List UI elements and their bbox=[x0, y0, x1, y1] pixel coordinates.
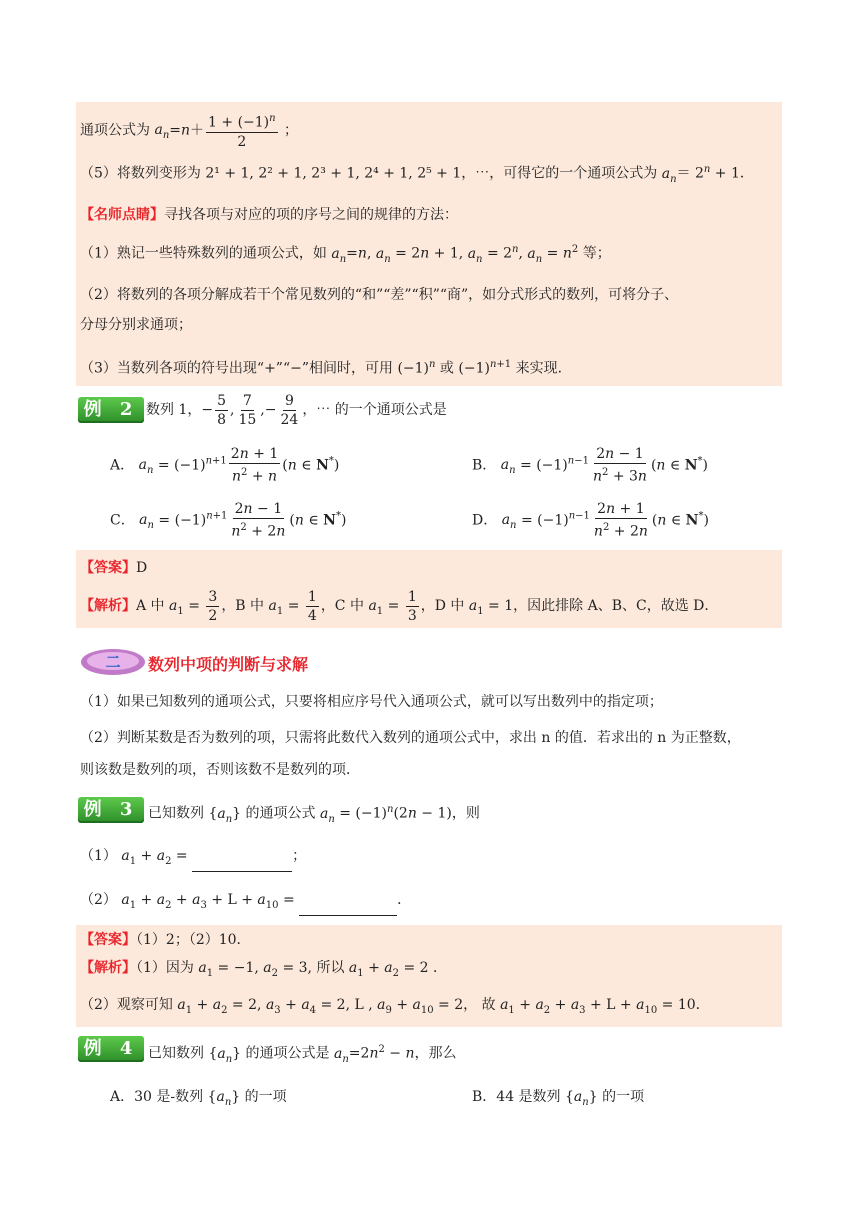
section-paragraph-2a: （2）判断某数是否为数列的项，只需将此数代入数列的通项公式中，求出 n 的值．若求出的 n 为正整数， bbox=[80, 730, 741, 746]
option-a[interactable]: A． $a_n = (-1)^{n+1}$ $\frac{2n + 1}{n^2 + n}$ (n ∈ N*) bbox=[110, 446, 340, 485]
answer-blank-2[interactable] bbox=[299, 899, 397, 916]
example-2-badge: 例 2 bbox=[78, 397, 144, 423]
section-title: 数列中项的判断与求解 bbox=[148, 655, 309, 674]
general-formula-line: 通项公式为 $a_n=n+$ $\frac{1 + (-1)^n}{2}$ ； bbox=[80, 110, 298, 150]
analysis-3-1: 【解析】（1）因为 $a_1 = -1$, $a_2 = 3$, 所以 $a_1 + a_2 = 2$ ． bbox=[80, 960, 448, 979]
question-3-1: （1） $a_1 + a_2$ = ； bbox=[80, 846, 306, 872]
formula-fraction: $\frac{1 + (-1)^n}{2}$ bbox=[206, 110, 278, 151]
answer-3: 【答案】（1）2；（2）10． bbox=[80, 932, 251, 948]
analysis-2: 【解析】A 中 $a_1$ = $\frac{3}{2}$ ，B 中 $a_1$ = $\frac{1}{4}$ ，C 中 $a_1$ = $\frac{1}{3}$ ，D 中 $a_1 = 1$，因此排除 A、B、C，故选 D． bbox=[80, 588, 719, 624]
tip-item-1: （1）熟记一些特殊数列的通项公式，如 $a_n=n$, $a_n = 2n + 1$, $a_n = 2^n$, $a_n = n^2$ 等； bbox=[80, 244, 611, 265]
tip-item-3: （3）当数列各项的符号出现“+”“−”相间时，可用 $(-1)^n$ 或 $(-1)^{n+1}$ 来实现． bbox=[80, 359, 572, 377]
section-paragraph-1: （1）如果已知数列的通项公式，只要将相应序号代入通项公式，就可以写出数列中的指定项； bbox=[80, 694, 663, 710]
question-3-2: （2） $a_1 + a_2 + a_3 + L + a_{10}$ = ． bbox=[80, 890, 411, 916]
example-3-stem: 已知数列 $\{a_n\}$ 的通项公式 $a_n = (-1)^n(2n - 1)$，则 bbox=[148, 804, 480, 825]
example-4-badge: 例 4 bbox=[78, 1036, 144, 1062]
answer-blank-1[interactable] bbox=[192, 855, 292, 872]
example-2-stem: 数列 1，− $\frac{5}{8}$ , $\frac{7}{15}$ ,− $\frac{9}{24}$ ，⋯ 的一个通项公式是 bbox=[146, 392, 447, 428]
option-c[interactable]: C． $a_n = (-1)^{n+1}$ $\frac{2n - 1}{n^2 + 2n}$ (n ∈ N*) bbox=[110, 501, 347, 540]
example-4-option-b[interactable]: B．44 是数列 $\{a_n\}$ 的一项 bbox=[472, 1089, 645, 1108]
analysis-3-2: （2）观察可知 $a_1 + a_2 = 2$, $a_3 + a_4 = 2$, L , $a_9 + a_{10} = 2$， 故 $a_1 + a_2 + a_3 + L + a_{10} = 10$． bbox=[80, 997, 710, 1016]
example-4-stem: 已知数列 $\{a_n\}$ 的通项公式是 $a_n=2n^2 - n$，那么 bbox=[148, 1044, 457, 1065]
tip-item-2a: （2）将数列的各项分解成若干个常见数列的“和”“差”“积”“商”，如分式形式的数列，可将分子、 bbox=[80, 287, 679, 303]
option-b[interactable]: B． $a_n = (-1)^{n-1}$ $\frac{2n - 1}{n^2 + 3n}$ (n ∈ N*) bbox=[472, 446, 708, 485]
example-3-badge: 例 3 bbox=[78, 797, 144, 823]
step-5-line: （5）将数列变形为 2¹ + 1, 2² + 1, 2³ + 1, 2⁴ + 1, 2⁵ + 1，⋯，可得它的一个通项公式为 $a_n= 2^n + 1$． bbox=[80, 164, 754, 185]
section-number: 二 bbox=[105, 653, 121, 671]
example-4-option-a[interactable]: A．30 是-数列 $\{a_n\}$ 的一项 bbox=[110, 1089, 287, 1108]
section-paragraph-2b: 则该数是数列的项，否则该数不是数列的项． bbox=[80, 762, 360, 778]
option-d[interactable]: D． $a_n = (-1)^{n-1}$ $\frac{2n + 1}{n^2 + 2n}$ (n ∈ N*) bbox=[472, 501, 709, 540]
section-number-icon bbox=[80, 648, 146, 676]
tip-heading: 【名师点睛】寻找各项与对应的项的序号之间的规律的方法： bbox=[80, 207, 458, 223]
answer-2: 【答案】D bbox=[80, 560, 148, 576]
tip-item-2b: 分母分别求通项； bbox=[80, 317, 192, 333]
